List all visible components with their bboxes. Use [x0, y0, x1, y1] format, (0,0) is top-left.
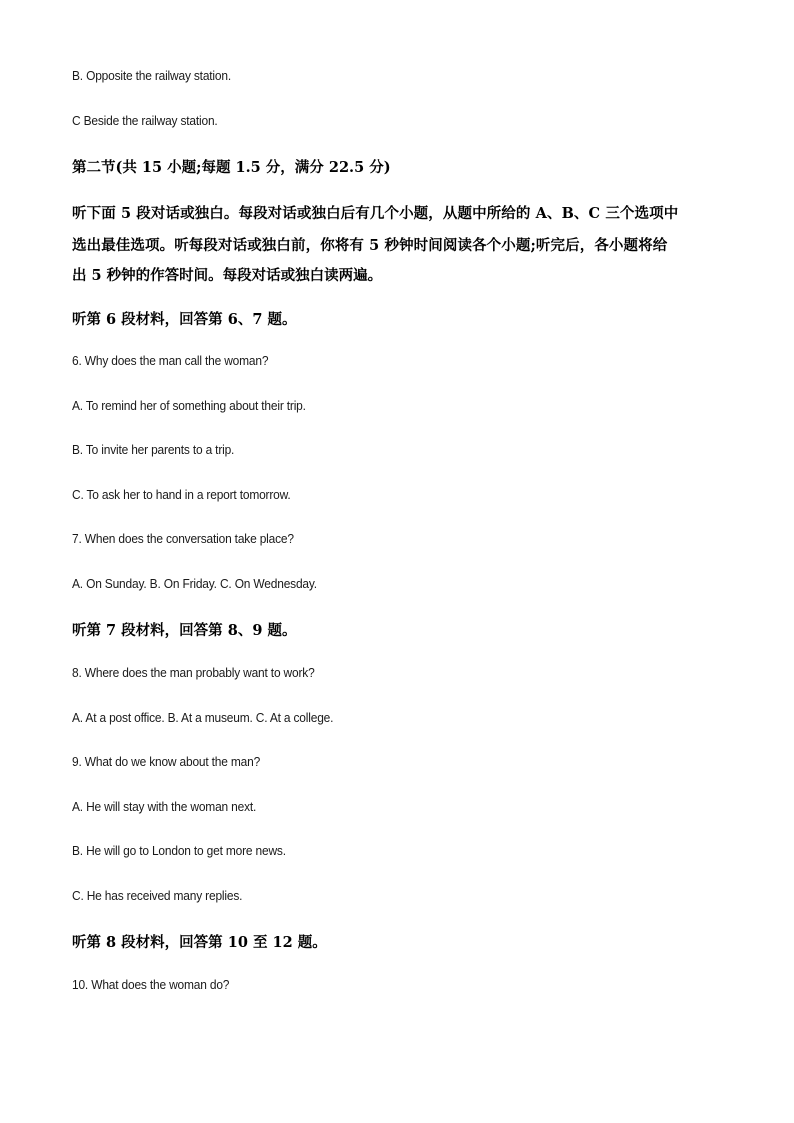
- instructions-line-3: 出 5 秒钟的作答时间。每段对话或独白读两遍。: [72, 267, 383, 284]
- option-a-q6: A. To remind her of something about their trip.: [72, 398, 306, 413]
- material-8-heading: 听第 8 段材料，回答第 10 至 12 题。: [72, 934, 327, 951]
- instructions-line-1: 听下面 5 段对话或独白。每段对话或独白后有几个小题，从题中所给的 A、B、C 三个选项中: [72, 205, 679, 222]
- material-6-heading: 听第 6 段材料，回答第 6、7 题。: [72, 311, 297, 328]
- section-heading: 第二节(共 15 小题;每题 1.5 分，满分 22.5 分): [72, 159, 391, 176]
- question-10: 10. What does the woman do?: [72, 977, 230, 992]
- options-q7: A. On Sunday. B. On Friday. C. On Wednesday.: [72, 576, 317, 591]
- option-c-q6: C. To ask her to hand in a report tomorrow.: [72, 487, 291, 502]
- option-b-q6: B. To invite her parents to a trip.: [72, 442, 235, 457]
- option-a-q9: A. He will stay with the woman next.: [72, 799, 257, 814]
- option-c-q5: C Beside the railway station.: [72, 113, 218, 128]
- options-q8: A. At a post office. B. At a museum. C. At a college.: [72, 710, 334, 725]
- option-b-q5: B. Opposite the railway station.: [72, 68, 231, 83]
- question-6: 6. Why does the man call the woman?: [72, 353, 269, 368]
- option-c-q9: C. He has received many replies.: [72, 888, 243, 903]
- question-8: 8. Where does the man probably want to work?: [72, 665, 315, 680]
- question-7: 7. When does the conversation take place?: [72, 531, 294, 546]
- option-b-q9: B. He will go to London to get more news.: [72, 843, 286, 858]
- question-9: 9. What do we know about the man?: [72, 754, 261, 769]
- material-7-heading: 听第 7 段材料，回答第 8、9 题。: [72, 622, 297, 639]
- instructions-line-2: 选出最佳选项。听每段对话或独白前，你将有 5 秒钟时间阅读各个小题;听完后，各小题将给: [72, 237, 668, 254]
